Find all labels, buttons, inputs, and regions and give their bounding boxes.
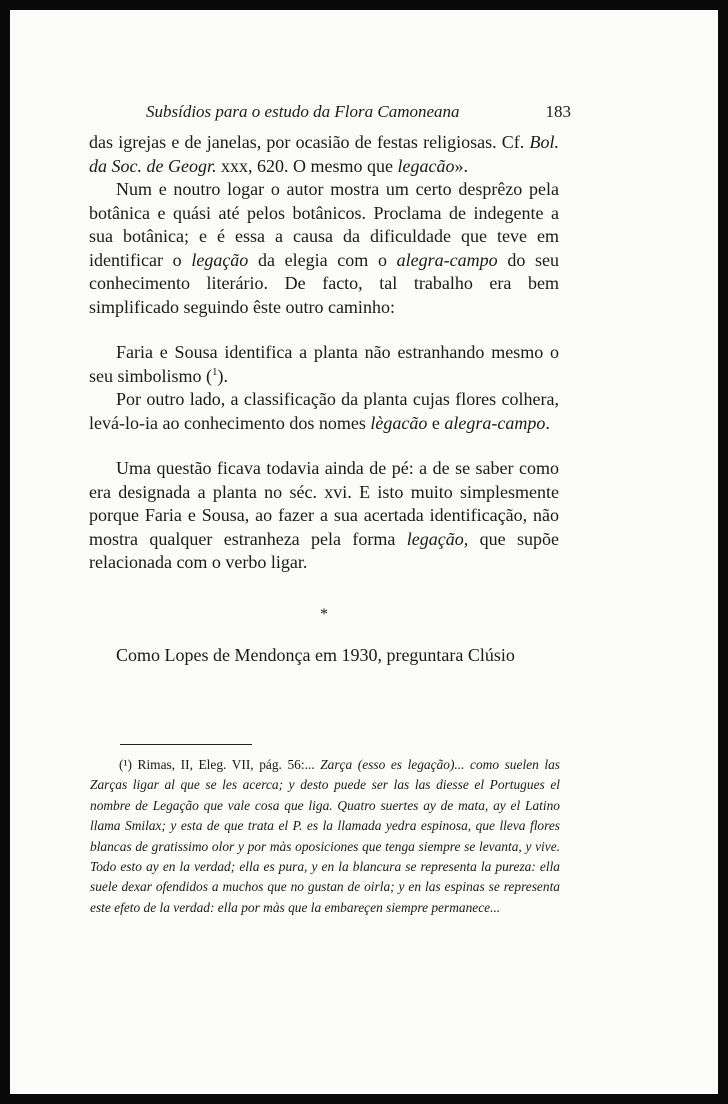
- p4-text-a: Por outro lado, a classificação da planta cujas flores colhera, levá-lo-ia ao conhecimento dos nomes: [89, 389, 559, 433]
- p1-italic-ref: Bol. da Soc. de Geogr.: [89, 132, 559, 176]
- footnote-ref-marker: 1: [212, 365, 218, 378]
- p5-italic-legacao: legação,: [406, 528, 469, 549]
- running-head-title: Subsídios para o estudo da Flora Camoneana: [146, 102, 460, 121]
- book-page: [10, 10, 718, 1094]
- p4-italic-legacao: lègacão: [370, 412, 428, 433]
- paragraph-3: [89, 341, 559, 388]
- paragraph-5: [89, 457, 559, 575]
- footnote: [90, 755, 560, 918]
- p4-italic-alegra-campo: alegra-campo: [444, 412, 546, 433]
- paragraph-gap: [89, 319, 559, 341]
- section-separator: *: [320, 605, 328, 623]
- p1-italic-term: legacão: [397, 155, 455, 176]
- p4-text-c: e: [427, 412, 445, 433]
- footnote-marker: (¹): [119, 757, 132, 772]
- paragraph-1: [89, 131, 559, 178]
- footnote-rule: [120, 744, 252, 745]
- p1-text-e: ».: [454, 155, 468, 176]
- body-text: [89, 131, 559, 668]
- p2-italic-alegra-campo: alegra-campo: [396, 249, 498, 270]
- paragraph-2: [89, 178, 559, 319]
- p2-text-e: do seu conhecimento literário. De facto, tal trabalho era bem simplificado seguindo êste outro caminho:: [89, 249, 559, 317]
- paragraph-gap: [89, 435, 559, 457]
- footnote-quote: Zarça (esso es legação)... como suelen las Zarças ligar al que se les acerca; y desto puede ser las las diesse el Portugues el nombre de Legação que vale cosa que liga. Quatro suertes ay de mata, ay el Latino llama Smilax; y esta de que trata el P. es la llamada yedra espinosa, que lleva flores blancas de gratissimo olor y por màs oposiciones que tenga siempre se levanta, y vive. Todo esto ay en la verdad; ella es pura, y en la blancura se representa la pureza: ella suele dexar ofendidos a muchos que no gustan de oirla; y en las espinas se representa este efeto de la verdad: ella por màs que la embareçen siempre permanece...: [90, 757, 561, 915]
- p4-text-e: .: [545, 412, 550, 433]
- paragraph-4: [89, 388, 559, 435]
- p5-text-c: que supõe relacionada com o verbo ligar.: [89, 528, 559, 572]
- footnote-reference: Rimas, II, Eleg. VII, pág. 56:...: [131, 757, 321, 772]
- p5-text-a: Uma questão ficava todavia ainda de pé: a de se saber como era designada a planta no séc. xvi. E isto muito simplesmente porque Faria e Sousa, ao fazer a sua acertada identificação, não mostra qualquer estranheza pela forma: [89, 458, 559, 549]
- p3-text-a: Faria e Sousa identifica a planta não estranhando mesmo o seu simbolismo (: [89, 342, 559, 386]
- p3-text-c: ).: [217, 365, 229, 386]
- footnote-paragraph: [90, 755, 560, 918]
- running-head: [146, 98, 571, 128]
- paragraph-6: Como Lopes de Mendonça em 1930, preguntara Clúsio: [116, 645, 515, 665]
- p1-text-c: xxx, 620. O mesmo que: [216, 155, 398, 176]
- p2-text-c: da elegia com o: [248, 249, 397, 270]
- p2-text-a: Num e noutro logar o autor mostra um certo desprêzo pela botânica e quási até pelos botânicos. Proclama de indegente a sua botânica; e é essa a causa da dificuldade que teve em identificar o: [89, 179, 559, 270]
- page-number: 183: [545, 102, 571, 121]
- p2-italic-legacao: legação: [191, 249, 249, 270]
- p1-text-a: das igrejas e de janelas, por ocasião de festas religiosas. Cf.: [89, 132, 530, 152]
